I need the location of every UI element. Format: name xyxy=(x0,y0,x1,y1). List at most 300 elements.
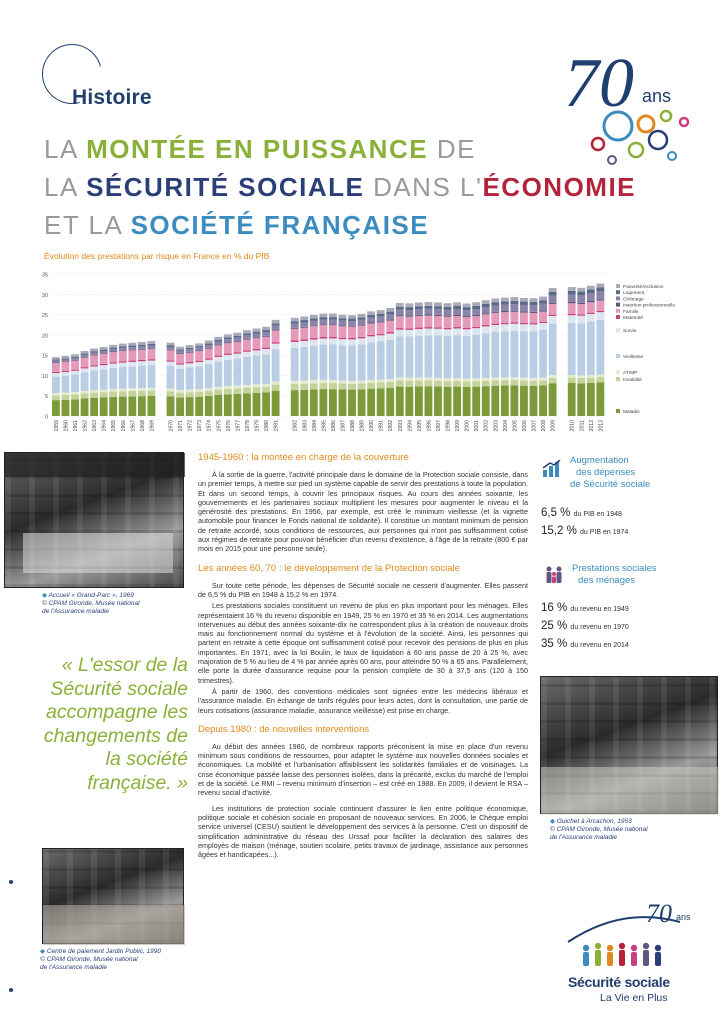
y-tick-label: 15 xyxy=(41,353,48,360)
bar-segment-insertion-professionnelle-1977 xyxy=(233,341,241,342)
x-tick-label: 1992 xyxy=(388,420,395,432)
bar-segment-maternit--2003 xyxy=(491,324,499,325)
bar-segment-at-mp-1961 xyxy=(71,392,79,394)
bar-segment-invalidit--2012 xyxy=(587,378,595,383)
bar-segment-pauvret-exclusion-1995 xyxy=(415,303,423,307)
bar-segment-ch-mage-1984 xyxy=(310,321,318,325)
bar-segment-maternit--1979 xyxy=(253,349,261,350)
bar-segment-at-mp-1997 xyxy=(434,378,442,381)
x-tick-label: 2005 xyxy=(512,420,519,432)
bar-segment-invalidit--2006 xyxy=(520,380,528,385)
photo-guichet-arcachon xyxy=(540,676,718,814)
bar-segment-logement-1975 xyxy=(214,340,222,342)
bar-segment-invalidit--2013 xyxy=(596,377,604,382)
x-tick-label: 2007 xyxy=(531,420,538,432)
bar-segment-invalidit--1969 xyxy=(148,391,156,396)
bar-segment-vieillesse-1990 xyxy=(367,343,375,380)
bar-segment-famille-1980 xyxy=(262,337,270,348)
stat-menages-1949: 16 % du revenu en 1949 xyxy=(541,602,629,614)
prestations-chart xyxy=(24,266,714,436)
caption-bullet-icon: ◆ xyxy=(550,818,555,825)
bar-segment-pauvret-exclusion-1970 xyxy=(167,343,175,346)
bar-segment-pauvret-exclusion-2007 xyxy=(530,298,538,302)
bar-segment-invalidit--1962 xyxy=(81,393,89,398)
bar-segment-logement-1961 xyxy=(71,357,79,358)
bar-segment-insertion-professionnelle-2004 xyxy=(501,311,509,312)
legend-swatch xyxy=(616,309,620,313)
bar-segment-vieillesse-2010 xyxy=(568,323,576,375)
bar-segment-logement-1981 xyxy=(272,323,280,325)
bar-segment-vieillesse-1960 xyxy=(62,376,70,393)
bar-segment-ch-mage-2004 xyxy=(501,305,509,311)
bar-segment-at-mp-2001 xyxy=(472,378,480,381)
bar-segment-survie-1967 xyxy=(128,362,136,366)
logo-circle-orange xyxy=(638,116,654,132)
bar-segment-pauvret-exclusion-1979 xyxy=(253,329,261,332)
bar-segment-pauvret-exclusion-1989 xyxy=(358,314,366,317)
bar-segment-invalidit--1999 xyxy=(453,381,461,387)
logo-circle-red xyxy=(592,138,604,150)
bar-segment-pauvret-exclusion-1972 xyxy=(186,345,194,348)
bar-segment-invalidit--1977 xyxy=(233,388,241,394)
bar-segment-survie-1961 xyxy=(71,371,79,375)
bar-segment-maternit--2001 xyxy=(472,327,480,328)
x-tick-label: 1970 xyxy=(168,420,175,432)
bar-segment-famille-1995 xyxy=(415,316,423,328)
bar-segment-ch-mage-2012 xyxy=(587,293,595,301)
stat-depenses-1974: 15,2 % du PIB en 1974 xyxy=(541,525,629,537)
bar-segment-insertion-professionnelle-1999 xyxy=(453,315,461,316)
bar-segment-famille-1987 xyxy=(339,326,347,337)
bar-segment-invalidit--1992 xyxy=(386,382,394,388)
bar-segment-famille-2001 xyxy=(472,316,480,327)
bar-segment-maternit--1959 xyxy=(52,372,60,373)
stat-depenses-1948: 6,5 % du PIB en 1948 xyxy=(541,507,622,519)
bar-segment-ch-mage-1998 xyxy=(444,310,452,316)
x-tick-label: 1962 xyxy=(82,420,89,432)
photo-3-caption: ◆ Centre de paiement Jardin Public, 1990 © CPAM Gironde, Musée national de l'Assurance maladie xyxy=(40,948,161,972)
x-tick-label: 1966 xyxy=(120,420,127,432)
bar-segment-logement-1971 xyxy=(176,349,184,351)
legend-label: Maternité xyxy=(623,316,643,321)
bar-segment-famille-1962 xyxy=(81,358,89,367)
people-figures xyxy=(583,943,661,966)
logo-circle-green xyxy=(629,143,643,157)
bar-segment-famille-1977 xyxy=(233,342,241,352)
bar-segment-at-mp-1995 xyxy=(415,378,423,381)
x-tick-label: 1993 xyxy=(397,420,404,432)
bar-segment-ch-mage-1994 xyxy=(405,310,413,315)
bar-segment-at-mp-1982 xyxy=(291,381,299,384)
bar-segment-maladie-1960 xyxy=(62,400,70,416)
paragraph: À la sortie de la guerre, l'activité principale dans le domaine de la Protection sociale consiste, dans un premier temps, à mettre sur pied un système capable de servir des prestations à toute la population. Et dans un second temps, à couvrir les principaux risques. Au cours des années soixante, les gouvernements et les partenaires sociaux multiplient les mesures pour augmenter le niveau et la générosité des prestations. En 1956, par exemple, est créé le minimum vieillesse (et la vignette automobile pour financer le Fonds national de solidarité). Il constitue un montant minimum de pension de retraite accordé, sous conditions de ressources, aux personnes qui n'ont pas suffisamment cotisé aux régimes de retraite pour pouvoir bénéficier d'un revenu d'existence, à l'âge de la retraite (800 € par mois en 2015 pour une personne seule). xyxy=(198,470,528,554)
bar-segment-maladie-1963 xyxy=(90,398,98,416)
brand-tagline: La Vie en Plus xyxy=(600,992,668,1004)
x-tick-label: 2010 xyxy=(569,420,576,432)
x-tick-label: 1998 xyxy=(445,420,452,432)
x-tick-label: 2004 xyxy=(502,420,509,432)
x-tick-label: 1959 xyxy=(53,420,60,432)
bar-segment-insertion-professionnelle-2002 xyxy=(482,313,490,314)
bar-segment-ch-mage-2013 xyxy=(596,291,604,299)
x-tick-label: 1989 xyxy=(359,420,366,432)
bar-segment-maladie-1995 xyxy=(415,387,423,416)
bar-segment-logement-2009 xyxy=(549,292,557,296)
legend-label: Famille xyxy=(623,309,639,315)
bar-segment-vieillesse-1963 xyxy=(90,371,98,391)
legend-label: Chômage xyxy=(623,297,644,303)
bar-segment-pauvret-exclusion-1983 xyxy=(300,317,308,321)
bar-segment-pauvret-exclusion-1962 xyxy=(81,351,89,354)
legend-swatch xyxy=(616,290,620,294)
x-tick-label: 1994 xyxy=(407,420,414,432)
bar-segment-famille-2006 xyxy=(520,313,528,323)
bar-segment-famille-1974 xyxy=(205,349,213,359)
bar-segment-ch-mage-1963 xyxy=(90,353,98,355)
bar-segment-survie-1976 xyxy=(224,355,232,360)
bar-segment-insertion-professionnelle-1993 xyxy=(396,315,404,316)
bar-segment-maladie-1985 xyxy=(319,389,327,416)
bar-segment-famille-1998 xyxy=(444,317,452,328)
bar-segment-vieillesse-1976 xyxy=(224,360,232,386)
bar-segment-pauvret-exclusion-1978 xyxy=(243,330,251,333)
bar-segment-maladie-1973 xyxy=(195,397,203,416)
bar-segment-pauvret-exclusion-1973 xyxy=(195,343,203,346)
bar-segment-insertion-professionnelle-2007 xyxy=(530,312,538,313)
bar-segment-at-mp-1970 xyxy=(167,389,175,392)
bar-segment-ch-mage-1980 xyxy=(262,332,270,336)
bar-segment-maternit--1974 xyxy=(205,358,213,359)
legend-swatch xyxy=(616,354,620,358)
bar-segment-ch-mage-2010 xyxy=(568,295,576,302)
bar-segment-survie-1968 xyxy=(138,361,146,365)
bar-segment-logement-1992 xyxy=(386,312,394,315)
bar-segment-vieillesse-2012 xyxy=(587,322,595,375)
bar-segment-pauvret-exclusion-2009 xyxy=(549,288,557,292)
bar-segment-ch-mage-1977 xyxy=(233,338,241,341)
bar-segment-maladie-1993 xyxy=(396,387,404,416)
bar-segment-logement-2008 xyxy=(539,300,547,303)
stat-menages-2014: 35 % du revenu en 2014 xyxy=(541,638,629,650)
bar-segment-invalidit--1993 xyxy=(396,380,404,386)
bar-segment-ch-mage-1990 xyxy=(367,318,375,323)
bar-segment-survie-1960 xyxy=(62,372,70,376)
bar-segment-vieillesse-1982 xyxy=(291,348,299,381)
bar-segment-vieillesse-1970 xyxy=(167,366,175,389)
bar-segment-invalidit--1976 xyxy=(224,389,232,394)
bar-segment-pauvret-exclusion-1997 xyxy=(434,302,442,306)
bar-segment-logement-1966 xyxy=(119,346,127,348)
bar-segment-famille-1966 xyxy=(119,351,127,361)
securite-sociale-70-ans-logo xyxy=(562,896,702,976)
family-icon xyxy=(544,566,564,584)
x-tick-label: 1967 xyxy=(130,420,137,432)
bar-segment-maternit--2013 xyxy=(596,311,604,312)
bar-segment-famille-1990 xyxy=(367,323,375,334)
bar-segment-invalidit--1982 xyxy=(291,384,299,390)
x-tick-label: 1978 xyxy=(244,420,251,432)
bar-segment-ch-mage-1974 xyxy=(205,345,213,348)
bar-segment-maternit--1978 xyxy=(243,350,251,351)
bar-segment-survie-1998 xyxy=(444,329,452,336)
bar-segment-maternit--1990 xyxy=(367,335,375,336)
section-heading-1980: Depuis 1980 : de nouvelles interventions xyxy=(198,723,370,735)
x-tick-label: 1996 xyxy=(426,420,433,432)
bar-segment-logement-1990 xyxy=(367,315,375,318)
bar-segment-logement-1982 xyxy=(291,321,299,323)
bar-segment-at-mp-1992 xyxy=(386,379,394,382)
bar-segment-at-mp-1979 xyxy=(253,384,261,387)
main-text-column xyxy=(198,452,528,861)
bar-segment-logement-1985 xyxy=(319,317,327,320)
bar-segment-maternit--2009 xyxy=(549,315,557,316)
caption-bullet-icon: ◆ xyxy=(40,948,45,955)
bar-segment-vieillesse-2007 xyxy=(530,331,538,378)
bar-segment-maternit--2011 xyxy=(577,314,585,315)
bar-segment-at-mp-1978 xyxy=(243,385,251,388)
bar-segment-at-mp-2011 xyxy=(577,375,585,378)
bar-segment-pauvret-exclusion-1971 xyxy=(176,347,184,350)
bar-segment-maladie-1994 xyxy=(405,387,413,416)
bar-segment-pauvret-exclusion-1992 xyxy=(386,308,394,312)
bar-segment-pauvret-exclusion-1982 xyxy=(291,318,299,321)
bar-segment-famille-1965 xyxy=(109,352,117,362)
bar-segment-famille-1971 xyxy=(176,354,184,363)
bar-segment-at-mp-1976 xyxy=(224,386,232,389)
bar-segment-maternit--1963 xyxy=(90,365,98,366)
x-tick-label: 1965 xyxy=(111,420,118,432)
bar-segment-pauvret-exclusion-1961 xyxy=(71,354,79,356)
bar-segment-maternit--1970 xyxy=(167,360,175,361)
page-title-line-1: LA MONTÉE EN PUISSANCE DE xyxy=(44,134,476,164)
paragraph: Sur toute cette période, les dépenses de Sécurité sociale ne cessent d'augmenter. Elles passent de 6,5 % du PIB en 1948 à 15,2 % en 1974. xyxy=(198,580,528,599)
bar-segment-pauvret-exclusion-2000 xyxy=(463,304,471,308)
bar-segment-ch-mage-1965 xyxy=(109,349,117,351)
bar-segment-maternit--1973 xyxy=(195,361,203,362)
bar-segment-insertion-professionnelle-1978 xyxy=(243,339,251,340)
bar-segment-pauvret-exclusion-1981 xyxy=(272,320,280,323)
bar-segment-invalidit--1965 xyxy=(109,392,117,397)
bar-segment-maternit--1987 xyxy=(339,338,347,339)
y-tick-label: 30 xyxy=(41,292,48,299)
bar-segment-invalidit--1984 xyxy=(310,383,318,389)
bar-segment-insertion-professionnelle-1983 xyxy=(300,327,308,328)
bar-segment-ch-mage-1988 xyxy=(348,321,356,326)
bar-segment-survie-1995 xyxy=(415,329,423,336)
bar-segment-pauvret-exclusion-1994 xyxy=(405,303,413,307)
bar-segment-insertion-professionnelle-1974 xyxy=(205,348,213,349)
bar-segment-insertion-professionnelle-1960 xyxy=(62,361,70,362)
bar-segment-at-mp-1962 xyxy=(81,391,89,394)
bar-segment-vieillesse-1988 xyxy=(348,345,356,380)
bar-segment-survie-1979 xyxy=(253,350,261,355)
bar-segment-maternit--1982 xyxy=(291,340,299,342)
bar-segment-survie-2005 xyxy=(510,324,518,331)
paragraph: Les institutions de protection sociale continuent d'assurer le lien entre politique économique, politique sociale et cohésion sociale en proposant de nouveaux services. En 2006, le Chèque emploi service universel (CESU) soutient le développement des services à la personne. C'est un dispositif de simplification administrative du réseau des Urssaf pour faciliter la déclaration des salaires des employés de maison (ménage, soutien scolaire, petits travaux de jardinage, assistance aux personnes âgées et handicapées...). xyxy=(198,803,528,860)
bar-segment-pauvret-exclusion-2008 xyxy=(539,297,547,301)
stat-menages-1970: 25 % du revenu en 1970 xyxy=(541,620,629,632)
bar-segment-invalidit--2011 xyxy=(577,378,585,383)
bar-segment-insertion-professionnelle-2012 xyxy=(587,301,595,302)
bar-segment-survie-1981 xyxy=(272,344,280,350)
bar-segment-famille-1975 xyxy=(214,345,222,355)
bar-segment-at-mp-1967 xyxy=(128,388,136,391)
bar-segment-invalidit--1966 xyxy=(119,391,127,396)
bar-segment-famille-1996 xyxy=(425,316,433,327)
x-tick-label: 1961 xyxy=(73,420,80,432)
bar-segment-logement-1987 xyxy=(339,318,347,321)
bar-segment-logement-1999 xyxy=(453,306,461,309)
bar-segment-vieillesse-1981 xyxy=(272,349,280,381)
photo-1-caption: ◆ Accueil « Grand-Parc », 1969 © CPAM Gironde, Musée national de l'Assurance maladie xyxy=(42,592,140,616)
bar-segment-maternit--1980 xyxy=(262,348,270,349)
bar-segment-famille-1986 xyxy=(329,325,337,337)
bar-segment-vieillesse-1971 xyxy=(176,369,184,390)
bar-segment-logement-1995 xyxy=(415,306,423,309)
bar-segment-famille-1988 xyxy=(348,327,356,338)
bar-segment-at-mp-1985 xyxy=(319,380,327,383)
bar-segment-maternit--1999 xyxy=(453,327,461,328)
x-tick-label: 2000 xyxy=(464,420,471,432)
bar-segment-survie-1964 xyxy=(100,365,108,369)
bar-segment-famille-2004 xyxy=(501,312,509,323)
bar-segment-vieillesse-1962 xyxy=(81,372,89,391)
bar-segment-at-mp-2012 xyxy=(587,375,595,378)
bar-segment-survie-2013 xyxy=(596,312,604,320)
bar-segment-vieillesse-1974 xyxy=(205,364,213,388)
bar-segment-at-mp-2002 xyxy=(482,378,490,381)
bar-segment-logement-1988 xyxy=(348,319,356,322)
bar-segment-insertion-professionnelle-1992 xyxy=(386,320,394,321)
bar-segment-maternit--1971 xyxy=(176,363,184,364)
bar-segment-pauvret-exclusion-2001 xyxy=(472,302,480,306)
bar-segment-logement-1962 xyxy=(81,354,89,355)
bar-segment-logement-1996 xyxy=(425,306,433,309)
bar-segment-at-mp-1999 xyxy=(453,378,461,381)
bar-segment-vieillesse-2004 xyxy=(501,331,509,377)
bar-segment-at-mp-1965 xyxy=(109,389,117,392)
bar-segment-logement-2001 xyxy=(472,306,480,309)
bar-segment-maladie-1972 xyxy=(186,397,194,416)
bar-segment-famille-1963 xyxy=(90,355,98,365)
bar-segment-ch-mage-1970 xyxy=(167,347,175,350)
bar-segment-insertion-professionnelle-2001 xyxy=(472,315,480,316)
bar-segment-invalidit--1972 xyxy=(186,392,194,397)
bar-segment-maladie-1989 xyxy=(358,389,366,416)
bar-segment-insertion-professionnelle-1970 xyxy=(167,350,175,351)
bar-segment-famille-1959 xyxy=(52,363,60,372)
bar-segment-at-mp-1984 xyxy=(310,380,318,383)
bar-segment-vieillesse-1987 xyxy=(339,345,347,380)
bar-segment-maladie-1961 xyxy=(71,399,79,416)
legend-label: Survie xyxy=(623,329,637,334)
bar-segment-maladie-1986 xyxy=(329,389,337,416)
bar-segment-insertion-professionnelle-1966 xyxy=(119,350,127,351)
bar-segment-insertion-professionnelle-1994 xyxy=(405,316,413,317)
bar-segment-logement-1969 xyxy=(148,344,156,346)
bar-segment-maladie-2011 xyxy=(577,383,585,416)
bar-segment-maladie-1978 xyxy=(243,393,251,416)
bar-segment-survie-2000 xyxy=(463,329,471,336)
section-label: Histoire xyxy=(72,86,152,109)
bar-segment-insertion-professionnelle-1990 xyxy=(367,322,375,323)
bar-segment-at-mp-2000 xyxy=(463,379,471,382)
bar-segment-survie-1974 xyxy=(205,360,213,365)
bar-segment-famille-2002 xyxy=(482,314,490,325)
bar-segment-vieillesse-1992 xyxy=(386,340,394,379)
bar-segment-insertion-professionnelle-1989 xyxy=(358,325,366,326)
bar-segment-insertion-professionnelle-1985 xyxy=(319,324,327,325)
bar-segment-logement-1978 xyxy=(243,333,251,335)
bar-segment-famille-1997 xyxy=(434,316,442,327)
bar-segment-invalidit--2010 xyxy=(568,378,576,383)
bar-segment-ch-mage-1997 xyxy=(434,309,442,315)
bar-segment-invalidit--1997 xyxy=(434,381,442,387)
logo-circle-green-small xyxy=(661,111,671,121)
bar-segment-logement-1993 xyxy=(396,307,404,310)
bar-segment-ch-mage-1960 xyxy=(62,360,70,362)
bar-segment-invalidit--1974 xyxy=(205,391,213,396)
bar-segment-insertion-professionnelle-1980 xyxy=(262,336,270,337)
legend-swatch xyxy=(616,370,620,374)
bar-segment-invalidit--2001 xyxy=(472,381,480,386)
bar-segment-vieillesse-2009 xyxy=(549,324,557,376)
bar-segment-insertion-professionnelle-2005 xyxy=(510,311,518,312)
bar-segment-vieillesse-1968 xyxy=(138,366,146,388)
bar-segment-survie-1997 xyxy=(434,329,442,336)
bar-segment-pauvret-exclusion-1963 xyxy=(90,349,98,352)
bar-segment-survie-1969 xyxy=(148,361,156,365)
bar-segment-logement-1973 xyxy=(195,346,203,348)
bar-segment-famille-1991 xyxy=(377,322,385,333)
bar-segment-logement-2005 xyxy=(510,301,518,304)
bar-segment-vieillesse-1980 xyxy=(262,354,270,384)
bar-segment-at-mp-2007 xyxy=(530,378,538,381)
legend-swatch xyxy=(616,377,620,381)
bar-segment-vieillesse-1996 xyxy=(425,335,433,377)
bar-segment-insertion-professionnelle-1979 xyxy=(253,337,261,338)
photo-centre-paiement xyxy=(42,848,184,944)
legend-swatch xyxy=(616,328,620,332)
bar-segment-maladie-1965 xyxy=(109,397,117,416)
bar-segment-maladie-2006 xyxy=(520,386,528,416)
bar-segment-vieillesse-1979 xyxy=(253,356,261,385)
bar-segment-pauvret-exclusion-2012 xyxy=(587,286,595,290)
bar-segment-famille-1967 xyxy=(128,350,136,360)
bar-segment-survie-2003 xyxy=(491,325,499,332)
bar-segment-famille-2013 xyxy=(596,300,604,310)
bar-segment-pauvret-exclusion-1959 xyxy=(52,357,60,359)
x-tick-label: 1976 xyxy=(225,420,232,432)
bar-segment-insertion-professionnelle-1981 xyxy=(272,330,280,331)
bar-segment-survie-2007 xyxy=(530,324,538,331)
bar-segment-at-mp-1994 xyxy=(405,378,413,381)
bar-segment-survie-1989 xyxy=(358,338,366,344)
bar-segment-insertion-professionnelle-2009 xyxy=(549,303,557,304)
bar-segment-insertion-professionnelle-1969 xyxy=(148,348,156,349)
bar-segment-survie-1972 xyxy=(186,363,194,367)
bar-segment-famille-1984 xyxy=(310,326,318,338)
bar-segment-vieillesse-1966 xyxy=(119,367,127,389)
bar-segment-ch-mage-1991 xyxy=(377,316,385,321)
bar-segment-pauvret-exclusion-1968 xyxy=(138,342,146,345)
bar-segment-ch-mage-2000 xyxy=(463,310,471,316)
bar-segment-at-mp-1963 xyxy=(90,390,98,393)
bar-segment-survie-1983 xyxy=(300,341,308,347)
bar-segment-pauvret-exclusion-1991 xyxy=(377,310,385,314)
bar-segment-maternit--1972 xyxy=(186,362,194,363)
bar-segment-invalidit--1986 xyxy=(329,383,337,389)
